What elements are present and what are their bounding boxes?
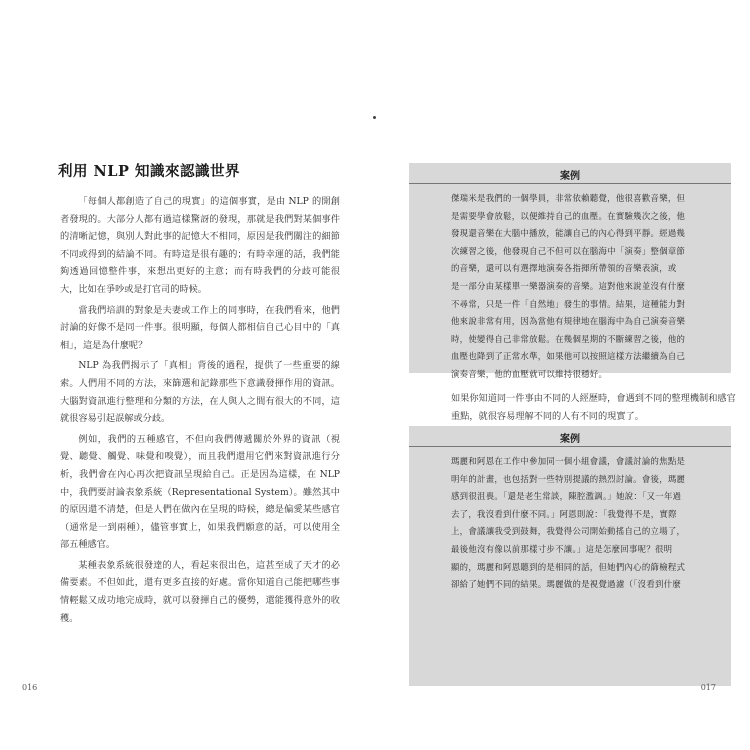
case-line: 發現還音樂在大腦中播放，能讓自己的內心得到平靜。經過幾 [451,228,686,239]
case-line: 上，會議讓我受到鼓舞，我覺得公司開始動搖自己的立場了， [451,526,686,537]
case-line: 他來說非常有用，因為當他有規律地在腦海中為自己演奏音樂 [451,316,686,327]
page-number-right: 017 [700,683,716,692]
case-title-1: 案例 [560,171,580,182]
case-line: 不尋常，只是一件「自然地」發生的事情。結果，這種能力對 [451,298,686,309]
case-line: 去了，我沒看到什麼不同。」阿恩則說：「我覺得不是，實際 [451,508,677,519]
case-line: 顯的，瑪麗和阿恩聽到的是相同的話，但她們內心的篩檢程式 [451,561,686,572]
case-divider-1 [409,183,731,184]
page-number-left: 016 [22,683,38,692]
case-line: 感到很沮喪。「還是老生常談，陳腔濫調。」她說：「又一年過 [451,491,682,502]
case-line: 演奏音樂，他的血壓就可以維持很穩好。 [451,368,608,379]
paragraph-3: NLP 為我們揭示了「真相」背後的過程，提供了一些重要的線索。人們用不同的方法，來篩選和記錄那些下意識發揮作用的資訊。大腦對資訊進行整理和分類的方法，在人與人之間有很大的不同，這就很容易引起誤解或分歧。 [60,360,340,425]
case-line: 是一部分由某樣單一樂器演奏的音樂。這對他來說並沒有什麼 [451,280,686,291]
paragraph-1: 「每個人都創造了自己的現實」的這個事實，是由 NLP 的開創者發現的。大部分人都有過這樣驚訝的發現，那就是我們對某個事件的清晰記憶，與別人對此事的記憶大不相同，原因是我們關注的細節不同或得到的結論不同。有時這是很有趣的；有時幸運的話，我們能夠透過回憶整件事，來想出更好的主意；而有時我們的分歧可能很大，比如在爭吵或是打官司的時候。 [60,196,340,295]
case-box-1 [409,163,731,379]
case-line: 次練習之後，他發現自己不但可以在腦海中「演奏」整個章節 [451,245,686,256]
case-line: 時，使變得自己非常放鬆。在幾個星期的不斷練習之後，他的 [451,333,686,344]
case-line: 血壓也降到了正常水準，如果他可以按照這樣方法繼續為自己 [451,351,686,362]
case-text-1 [451,190,707,384]
paragraph-4: 例如，我們的五種感官，不但向我們傳遞關於外界的資訊（視覺、聽覺、觸覺、味覺和嗅覺），而且我們還用它們來對資訊進行分析，我們會在內心再次把資訊呈現給自己。正是因為這樣，在 NLP 中，我們要討論表象系統（Representational System）。雖然其中的原因還不清楚，但是人們在做內在呈現的時候，總是偏愛某些感官（通常是一到兩種），儘管事實上，如果我們願意的話，可以使用全部五種感官。 [60,433,340,551]
case-line: 瑪麗和阿恩在工作中參加同一個小組會議，會議討論的焦點是 [451,456,686,466]
case-text-2 [451,453,707,594]
right-page [375,0,750,750]
case-line: 最後他沒有像以前那樣寸步不讓。」這是怎麼回事呢？很明 [451,543,673,554]
case-line: 是需要學會放鬆，以便維持自己的血壓。在實驗幾次之後，他 [451,210,686,221]
case-title-2: 案例 [560,434,580,445]
case-line: 卻給了她們不同的結果。瑪麗做的是視覺過濾（「沒看到什麼 [451,579,682,590]
left-page [22,160,340,630]
paragraph-5: 某種表象系統很發達的人，看起來很出色，這甚至成了天才的必備要素。不但如此，還有更多直接的好處。當你知道自己能把哪些事情輕鬆又成功地完成時，就可以發揮自己的優勢，還能獲得意外的收穫。 [60,559,340,624]
case-line: 傑瑞米是我們的一個學員，非常依賴聽覺，他很喜歡音樂，但 [451,193,686,203]
case-line: 的音樂，還可以有選擇地演奏各指揮所帶領的音樂表演，或 [451,263,677,274]
middle-paragraph: 如果你知道同一件事由不同的人經歷時，會遇到不同的整理機制和感官重點，就很容易理解不同的人有不同的現實了。 [451,393,736,422]
case-line: 明年的計畫，也包括對一些特別提議的熱烈討論。會後，瑪麗 [451,473,686,484]
paragraph-2: 當我們培訓的對象是夫妻或工作上的同事時，在我們看來，他們討論的好像不是同一件事。很明顯，每個人都相信自己心目中的「真相」，這是為什麼呢？ [60,304,340,351]
case-divider-2 [409,446,731,447]
case-box-2 [409,426,731,686]
page-title: 利用 NLP 知識來認識世界 [58,163,240,180]
